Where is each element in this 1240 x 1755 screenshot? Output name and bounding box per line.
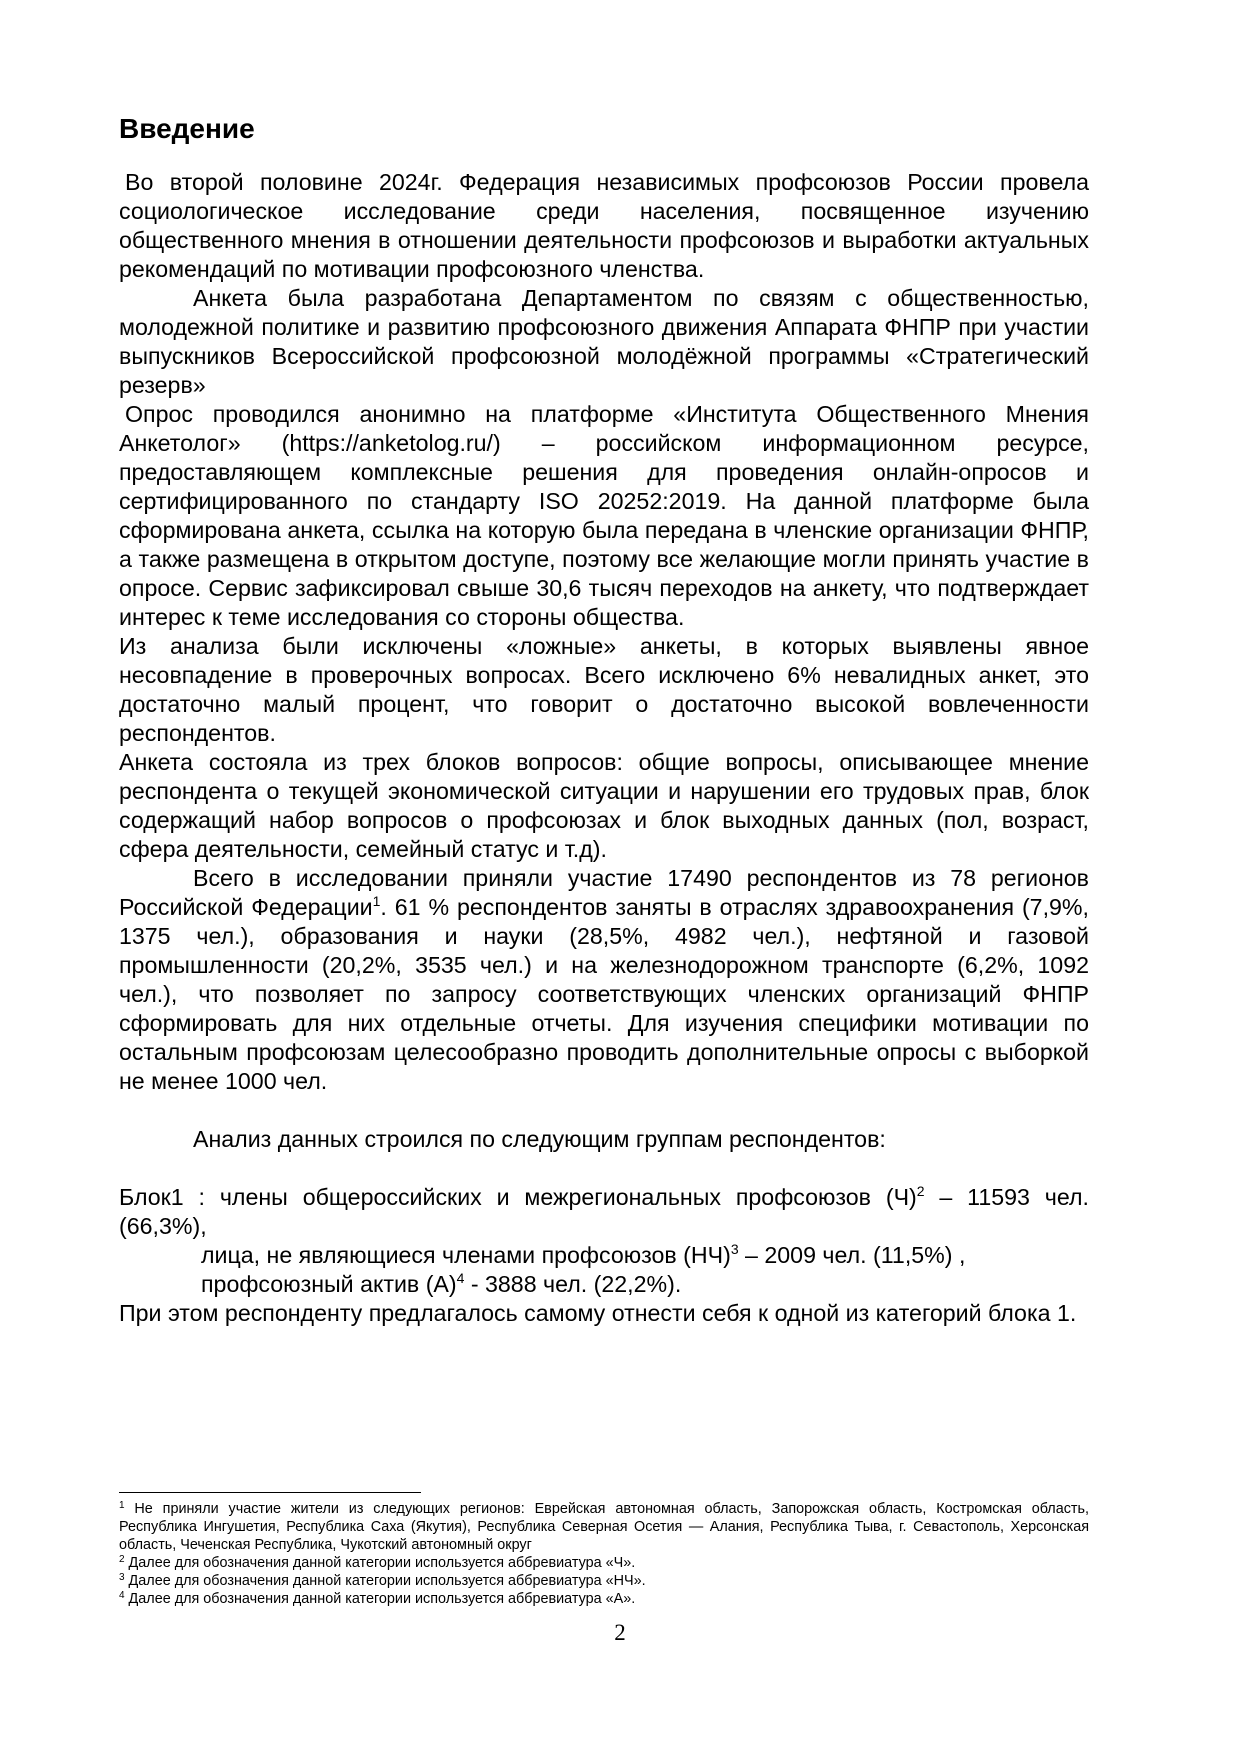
footnote-4 <box>119 1590 1089 1608</box>
footnote-2-number: 2 <box>119 1554 125 1565</box>
block-1-members <box>119 1183 1089 1241</box>
footnote-1-text: Не приняли участие жители из следующих регионов: Еврейская автономная область, Запорожская область, Костромская область, Республика Ингушетия, Республика Саха (Якутия), Республика Северная Осетия — Алания, Республика Тыва, г. Севастополь, Херсонская область, Чеченская Республика, Чукотский автономный округ <box>119 1501 1089 1553</box>
footnote-separator <box>119 1492 421 1493</box>
block-1-non-members-label: лица, не являющиеся членами профсоюзов (НЧ) <box>201 1241 731 1268</box>
paragraph-6-part-a: Всего в исследовании приняли участие 17490 респондентов из 78 регионов Российской Федерации <box>119 864 1089 920</box>
footnote-4-text: Далее для обозначения данной категории используется аббревиатура «А». <box>124 1591 636 1607</box>
footnote-4-number: 4 <box>119 1590 125 1601</box>
block-1-activists <box>119 1270 1089 1299</box>
block-1-members-value: – 11593 чел. (66,3%), <box>119 1183 1089 1239</box>
footnote-2 <box>119 1554 1089 1572</box>
block-1-activists-label: профсоюзный актив (А) <box>201 1270 457 1297</box>
footnote-ref-3[interactable]: 3 <box>730 1240 739 1257</box>
paragraph-6-part-b: . 61 % респондентов заняты в отраслях здравоохранения (7,9%, 1375 чел.), образования и науки (28,5%, 4982 чел.), нефтяной и газовой промышленности (20,2%, 3535 чел.) и на железнодорожном транспорте (6,2%, 1092 чел.), что позволяет по запросу соответствующих членских организаций ФНПР сформировать для них отдельные отчеты. Для изучения специфики мотивации по остальным профсоюзам целесообразно проводить дополнительные опросы с выборкой не менее 1000 чел. <box>119 893 1089 1094</box>
section-heading: Введение <box>119 113 255 144</box>
footnote-3-number: 3 <box>119 1572 125 1583</box>
block-1-non-members-value: – 2009 чел. (11,5%) , <box>738 1241 966 1268</box>
block-1-non-members <box>119 1241 1089 1270</box>
footnotes <box>119 1500 1089 1608</box>
paragraph-2: Анкета была разработана Департаментом по связям с общественностью, молодежной политике и развитию профсоюзного движения Аппарата ФНПР при участии выпускников Всероссийской профсоюзной молодёжной программы «Стратегический резерв» <box>119 284 1089 398</box>
page-content <box>119 112 1089 1328</box>
footnote-3-text: Далее для обозначения данной категории используется аббревиатура «НЧ». <box>124 1573 646 1589</box>
paragraph-3: Опрос проводился анонимно на платформе «Института Общественного Мнения Анкетолог» (https://anketolog.ru/) – российском информационном ресурсе, предоставляющем комплексные решения для проведения онлайн-опросов и сертифицированного по стандарту ISO 20252:2019. На данной платформе была сформирована анкета, ссылка на которую была передана в членские организации ФНПР, а также размещена в открытом доступе, поэтому все желающие могли принять участие в опросе. Сервис зафиксировал свыше 30,6 тысяч переходов на анкету, что подтверждает интерес к теме исследования со стороны общества. <box>119 400 1089 630</box>
footnote-2-text: Далее для обозначения данной категории используется аббревиатура «Ч». <box>124 1555 636 1571</box>
paragraph-7: Анализ данных строился по следующим группам респондентов: <box>193 1125 886 1152</box>
paragraph-4: Из анализа были исключены «ложные» анкеты, в которых выявлены явное несовпадение в проверочных вопросах. Всего исключено 6% невалидных анкет, это достаточно малый процент, что говорит о достаточно высокой вовлеченности респондентов. <box>119 632 1089 746</box>
block-1-activists-value: - 3888 чел. (22,2%). <box>464 1270 682 1297</box>
paragraph-5: Анкета состояла из трех блоков вопросов: общие вопросы, описывающее мнение респондента о текущей экономической ситуации и нарушении его трудовых прав, блок содержащий набор вопросов о профсоюзах и блок выходных данных (пол, возраст, сфера деятельности, семейный статус и т.д). <box>119 748 1089 862</box>
paragraph-1: Во второй половине 2024г. Федерация независимых профсоюзов России провела социологическое исследование среди населения, посвященное изучению общественного мнения в отношении деятельности профсоюзов и выработки актуальных рекомендаций по мотивации профсоюзного членства. <box>119 168 1089 282</box>
paragraph-8: При этом респонденту предлагалось самому отнести себя к одной из категорий блока 1. <box>119 1299 1077 1326</box>
footnote-ref-4[interactable]: 4 <box>456 1269 465 1286</box>
paragraph-6 <box>119 864 1089 1096</box>
block-1-members-label: Блок1 : члены общероссийских и межрегиональных профсоюзов (Ч) <box>119 1183 917 1210</box>
footnote-1-number: 1 <box>119 1500 125 1511</box>
footnote-ref-2[interactable]: 2 <box>916 1182 925 1199</box>
body-text <box>119 168 1089 1328</box>
footnote-ref-1[interactable]: 1 <box>372 892 381 909</box>
page-number: 2 <box>614 1620 626 1645</box>
footnote-3 <box>119 1572 1089 1590</box>
footnote-1 <box>119 1500 1089 1554</box>
